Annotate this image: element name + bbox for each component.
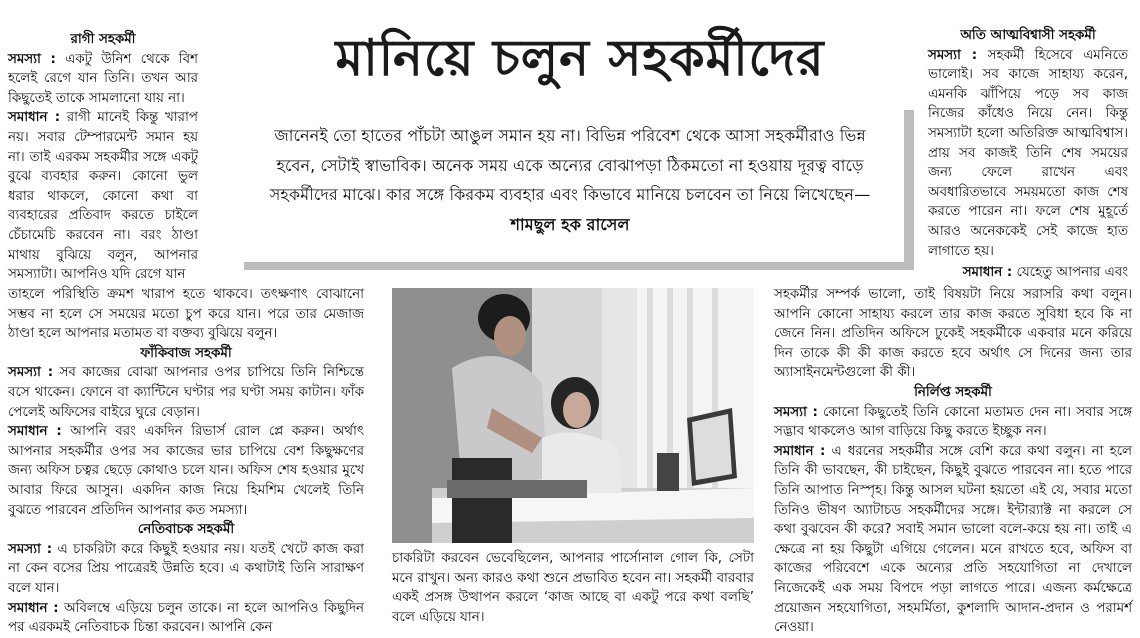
problem-text: কোনো কিছুতেই তিনি কোনো মতামত দেন না। সবার সঙ্গে সদ্ভাব থাকলেও আগ বাড়িয়ে কিছু করতে ইচ্ছুক নন। — [774, 404, 1132, 440]
colleagues-illustration — [392, 288, 754, 543]
problem-label: সমস্যা : — [774, 404, 818, 420]
solution-label: সমাধান : — [8, 600, 59, 616]
problem-paragraph — [928, 46, 1128, 262]
solution-paragraph — [774, 442, 1132, 638]
center-lower-column — [392, 549, 754, 627]
section-angry — [8, 30, 198, 285]
solution-text: রাগী মানেই কিন্তু খারাপ নয়। সবার টেম্পারমেন্ট সমান হয় না। তাই এরকম সহকর্মীর সঙ্গে একটু বুঝে ব্যবহার করুন। কোনো ভুল ধরার থাকলে, কোনো কথা বা ব্যবহারের প্রতিবাদ করতে চাইলে চেঁচামেচি করবেন না। বরং ঠাণ্ডা মাথায় বুঝিয়ে বলুন, আপনার সমস্যাটা। আপনিও যদি রেগে যান — [8, 110, 199, 283]
overconfident-solution-start — [928, 263, 1128, 283]
intro-text: জানেনই তো হাতের পাঁচটা আঙুল সমান হয় না। বিভিন্ন পরিবেশ থেকে আসা সহকর্মীরাও ভিন্ন হবেন, সেটাই স্বাভাবিক। অনেক সময় একে অন্যের বোঝাপড়া ঠিকমতো না হওয়ায় দূরত্ব বাড়ে সহকর্মীদের মাঝে। কার সঙ্গে কিরকম ব্যবহার এবং কিভাবে মানিয়ে চলবেন তা নিয়ে লিখেছেন— — [269, 126, 871, 204]
solution-label: সমাধান : — [8, 110, 61, 126]
page-title: মানিয়ে চলুন সহকর্মীদের — [335, 29, 825, 87]
left-lower-column — [8, 285, 364, 638]
section-heading: নির্লিপ্ত সহকর্মী — [914, 384, 992, 400]
solution-paragraph — [928, 263, 1128, 283]
problem-text: এ চাকরিটা করে কিছুই হওয়ার নয়। যতই খেটে কাজ করা না কেন বসের প্রিয় পাত্রেরই উন্নতি হবে। এ কথাটাই তিনি সারাক্ষণ বলে যান। — [8, 541, 364, 596]
problem-paragraph — [8, 540, 364, 599]
problem-text: সহকর্মী হিসেবে এমনিতে ভালোই। সব কাজে সাহায্য করেন, এমনকি ঝাঁপিয়ে পড়ে সব কাজ নিজের কাঁধেও নিয়ে নেন। কিন্তু সমস্যাটা হলো অতিরিক্ত আত্মবিশ্বাস। প্রায় সব কাজই তিনি শেষ সময়ের জন্য ফেলে রাখেন এবং অবধারিতভাবে সময়মতো কাজ শেষ করতে পারেন না। ফলে শেষ মুহূর্তে আরও অনেককেই সেই কাজে হাত লাগাতে হয়। — [928, 47, 1128, 259]
problem-label: সমস্যা : — [8, 51, 56, 67]
solution-text: অবিলম্বে এড়িয়ে চলুন তাকে। না হলে আপনিও কিছুদিন পর এরকমই নেতিবাচক চিন্তা করবেন। আপনি কেন — [8, 600, 364, 636]
section-heading: নেতিবাচক সহকর্মী — [137, 522, 235, 538]
solution-label: সমাধান : — [962, 265, 1013, 280]
solution-label: সমাধান : — [8, 424, 62, 440]
solution-continued: সহকর্মীর সম্পর্ক ভালো, তাই বিষয়টা নিয়ে সরাসরি কথা বলুন। আপনি কোনো সাহায্য করলে তার কাজ করতে সুবিধা হবে কি না জেনে নিন। প্রতিদিন অফিসে ঢুকেই সহকর্মীকে একবার মনে করিয়ে দিন তাকে কী কী কাজ করতে হবে অর্থাৎ সে দিনের জন্য তার অ্যাসাইনমেন্টগুলো কী কী। — [774, 287, 1132, 381]
solution-text: এ ধরনের সহকর্মীর সঙ্গে বেশি করে কথা বলুন। না হলে তিনি কী ভাবছেন, কী চাইছেন, কিছুই বুঝতে পারবেন না। হতে পারে তিনি আপাত নিস্পৃহ। কিন্তু আসল ঘটনা হয়তো এই যে, সবার মতো তিনিও ভীষণ অ্যাটাচড সহকর্মীদের সঙ্গে। ইন্টার‍্যাক্ট না করলে সে কথা বুঝবেন কী করে? সবাই সমান ভালো বলে-কয়ে হয় না। তাই এ ক্ষেত্রে না হয় কিছুটা এগিয়ে গেলেন। মনে রাখতে হবে, অফিস বা কাজের পরিবেশে একে অন্যের প্রতি সহযোগিতা না দেখালে নিজেকেই এক সময় বিপদে পড়া লাগতে পারে। এজন্য কর্মক্ষেত্রে প্রয়োজন সহযোগিতা, সহমর্মিতা, কুশলাদি আদান-প্রদান ও পরামর্শ নেওয়া। — [774, 443, 1132, 636]
section-heading: অতি আত্মবিশ্বাসী সহকর্মী — [960, 28, 1096, 43]
problem-label: সমস্যা : — [928, 47, 978, 63]
problem-text: একটু উনিশ থেকে বিশ হলেই রেগে যান তিনি। তখন আর কিছুতেই তাকে সামলানো যায় না। — [8, 51, 198, 106]
section-heading: ফাঁকিবাজ সহকর্মী — [140, 345, 232, 361]
problem-paragraph — [8, 363, 364, 422]
problem-label: সমস্যা : — [8, 365, 54, 381]
solution-paragraph — [8, 108, 198, 284]
office-photo — [392, 288, 754, 543]
intro-author: শামছুল হক রাসেল — [510, 214, 630, 234]
problem-text: সব কাজের বোঝা আপনার ওপর চাপিয়ে তিনি নিশ্চিন্তে বসে থাকেন। ফোনে বা ক্যান্টিনে ঘণ্টার পর ঘণ্টা সময় কাটান। ফাঁক পেলেই অফিসের বাইরে ঘুরে বেড়ান। — [8, 365, 365, 420]
problem-paragraph — [774, 403, 1132, 442]
solution-paragraph — [8, 599, 364, 638]
solution-label: সমাধান : — [774, 443, 826, 459]
problem-paragraph — [8, 50, 198, 109]
intro-box — [236, 106, 904, 262]
right-lower-column — [774, 285, 1132, 638]
solution-continued: চাকরিটা করবেন ভেবেছিলেন, আপনার পার্সোনাল গোল কি, সেটা মনে রাখুন। অন্য কারও কথা শুনে প্রভাবিত হবেন না। সহকর্মী বারবার একই প্রসঙ্গ উত্থাপন করলে ‘কাজ আছে বা একটু পরে কথা বলছি’ বলে এড়িয়ে যান। — [392, 551, 754, 625]
solution-continued: তাহলে পরিস্থিতি ক্রমশ খারাপ হতে থাকবে। তৎক্ষণাৎ বোঝানো সম্ভব না হলে সে সময়ের মতো চুপ করে যান। পরে তার মেজাজ ঠাণ্ডা হলে আপনার মতামত বা বক্তব্য বুঝিয়ে বলুন। — [8, 287, 364, 342]
solution-paragraph — [8, 422, 364, 520]
problem-label: সমস্যা : — [8, 541, 53, 557]
solution-text: আপনি বরং একদিন রিভার্স রোল প্লে করুন। অর্থাৎ আপনার সহকর্মীর ওপর সব কাজের ভার চাপিয়ে বেশ কিছুক্ষণের জন্য অফিস চত্বর ছেড়ে কোথাও চলে যান। অফিস শেষ হওয়ার মুখে আবার ফিরে আসুন। একদিন কাজ নিয়ে হিমশিম খেলেই তিনি বুঝতে পারবেন প্রতিদিন আপনার কত সমস্যা। — [8, 424, 365, 518]
solution-text: যেহেতু আপনার এবং — [1012, 265, 1128, 280]
section-heading: রাগী সহকর্মী — [70, 32, 136, 47]
section-overconfident — [928, 26, 1128, 261]
